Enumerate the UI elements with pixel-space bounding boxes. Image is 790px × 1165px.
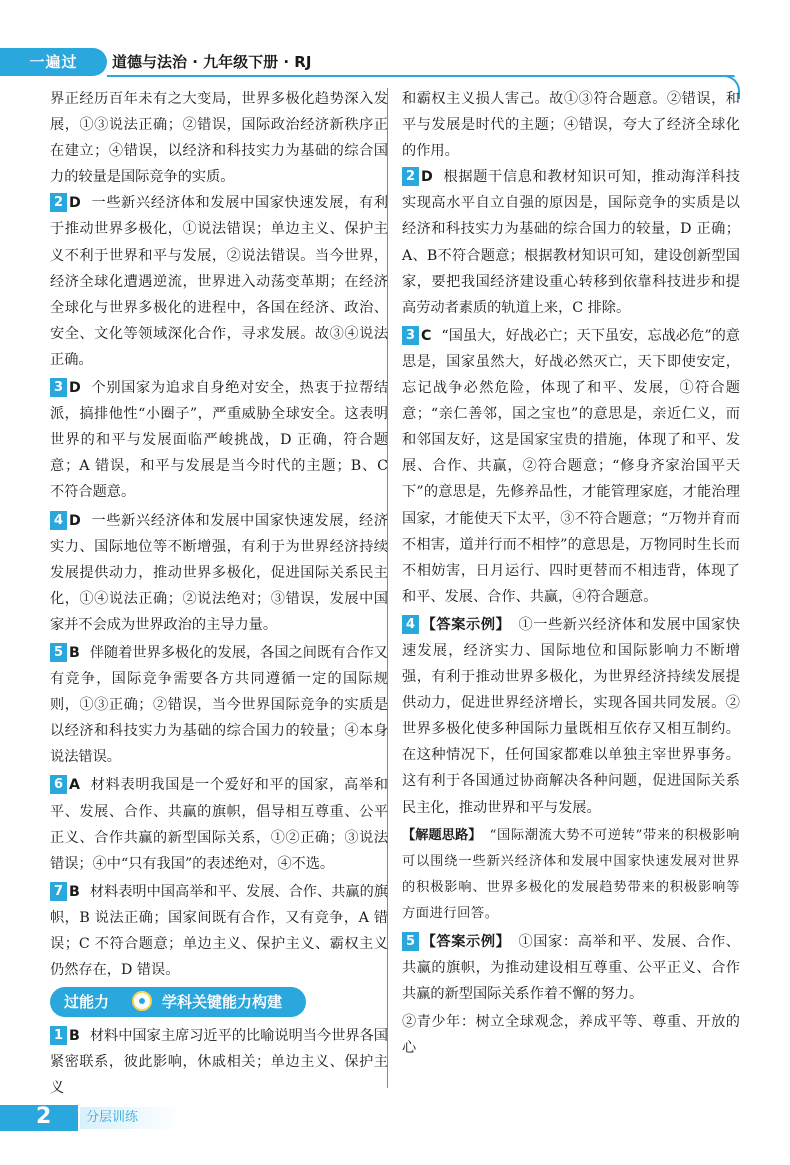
answer-item-3 <box>402 323 740 610</box>
answer-letter: B <box>69 644 80 661</box>
explanation-text: “国虽大，好战必亡；天下虽安，忘战必危”的意思是，国家虽然大，好战必然灭亡，天下即使安定，忘记战争必然危险，体现了和平、发展，①符合题意；“亲仁善邻，国之宝也”的意思是，亲近仁义，而和邻国友好，这是国家宝贵的措施，体现了和平、发展、合作、共赢，②符合题意；“修身齐家治国平天下”的意思是，先修养品性，才能管理家庭，才能治理国家，才能使天下太平，③不符合题意；“万物并育而不相害，道并行而不相悖”的意思是，万物同时生长而不相妨害，日月运行、四时更替而不相违背，体现了和平、发展、合作、共赢，④符合题意。 <box>402 327 740 605</box>
series-label: 分层训练 <box>80 1107 182 1129</box>
right-intro-text: 和霸权主义损人害己。故①③符合题意。②错误，和平与发展是时代的主题；④错误，夸大了经济全球化的作用。 <box>402 91 740 160</box>
left-intro-text: 界正经历百年未有之大变局，世界多极化趋势深入发展，①③说法正确；②错误，国际政治经济新秩序正在建立；④错误，以经济和科技实力为基础的综合国力的较量是国际竞争的实质。 <box>50 91 388 186</box>
section-title: 学科关键能力构建 <box>162 993 283 1012</box>
answer-item-4 <box>402 612 740 821</box>
answer-item-6 <box>50 772 388 876</box>
answer-letter: D <box>421 169 433 186</box>
explanation-text: 伴随着世界多极化的发展，各国之间既有合作又有竞争，国际竞争需要各方共同遵循一定的国际规则，①③正确；②错误，当今世界国际竞争的实质是以经济和科技实力为基础的综合国力的较量；④本身说法错误。 <box>50 644 388 766</box>
question-number: 2 <box>50 193 67 212</box>
hint-tag: 【解题思路】 <box>402 827 482 843</box>
explanation-text: 根据题干信息和教材知识可知，推动海洋科技实现高水平自立自强的原因是，国际竞争的实质是以经济和科技实力为基础的综合国力的较量，D 正确；A、B不符合题意；根据教材知识可知，建设创新型国家，要把我国经济建设重心转移到依靠科技进步和提高劳动者素质的轨道上来，C 排除。 <box>402 169 740 316</box>
explanation-text: 材料中国家主席习近平的比喻说明当今世界各国紧密联系，彼此影响，休戚相关；单边主义、保护主义 <box>50 1028 388 1097</box>
section-banner <box>50 987 306 1017</box>
answer-letter: D <box>69 195 81 212</box>
answer-letter: D <box>69 380 81 397</box>
question-number: 5 <box>50 643 67 662</box>
explanation-text: 个别国家为追求自身绝对安全，热衷于拉帮结派，搞排他性“小圈子”，严重威胁全球安全。这表明世界的和平与发展面临严峻挑战，D 正确，符合题意；A 错误，和平与发展是当今时代的主题；B、C 不符合题意。 <box>50 380 388 501</box>
answer-letter: C <box>421 327 432 344</box>
question-number: 4 <box>402 615 419 634</box>
answer-item-2 <box>50 190 388 373</box>
book-title: 道德与法治 · 九年级下册 · RJ <box>112 53 312 71</box>
answer-item-2 <box>402 164 740 321</box>
answer-item-4 <box>50 508 388 638</box>
answer-example-text: ①一些新兴经济体和发展中国家快速发展，经济实力、国际地位和国际影响力不断增强，有利于推动世界多极化，为世界经济持续发展提供动力，促进世界经济增长，实现各国共同发展。②世界多极化使多种国际力量既相互依存又相互制约。在这种情况下，任何国家都难以单独主宰世界事务。这有利于各国通过协商解决各种问题，促进国际关系民主化，推动世界和平与发展。 <box>402 616 740 816</box>
question-number: 4 <box>50 511 67 530</box>
page-footer <box>0 1105 790 1165</box>
explanation-text: 材料表明我国是一个爱好和平的国家，高举和平、发展、合作、共赢的旗帜，倡导相互尊重、公平正义、合作共赢的新型国际关系，①②正确；③说法错误；④中“只有我国”的表述绝对，④不选。 <box>50 777 388 872</box>
answer-item-1 <box>50 1023 388 1101</box>
solution-hint <box>402 823 740 927</box>
answer-item-5 <box>50 640 388 770</box>
answer-letter: B <box>69 883 80 900</box>
answer-letter: A <box>69 777 80 794</box>
question-number: 7 <box>50 882 67 901</box>
answer-item-5 <box>402 929 740 1007</box>
page-header <box>0 0 790 96</box>
header-rule <box>107 75 735 77</box>
explanation-text: 一些新兴经济体和发展中国家快速发展，经济实力、国际地位等不断增强，有利于为世界经济持续发展提供动力，推动世界多极化，促进国际关系民主化，①④说法正确；②说法绝对；③错误，发展中国家并不会成为世界政治的主导力量。 <box>50 512 388 633</box>
answer-item-3 <box>50 375 388 505</box>
brand-logo: 一遍过 <box>0 48 107 76</box>
question-number: 1 <box>50 1026 67 1045</box>
explanation-text: 材料表明中国高举和平、发展、合作、共赢的旗帜，B 说法正确；国家间既有合作，又有竞争，A 错误；C 不符合题意；单边主义、保护主义、霸权主义仍然存在，D 错误。 <box>50 883 388 979</box>
hint-text: “国际潮流大势不可逆转”带来的积极影响可以围绕一些新兴经济体和发展中国家快速发展对世界的积极影响、世界多极化的发展趋势带来的积极影响等方面进行回答。 <box>402 827 740 921</box>
answer-example-tag: 【答案示例】 <box>421 616 511 633</box>
question-number: 2 <box>402 167 419 186</box>
answer-example-text: ①国家：高举和平、发展、合作、共赢的旗帜，为推动建设相互尊重、公平正义、合作共赢的新型国际关系作着不懈的努力。 <box>402 934 740 1003</box>
left-column <box>50 86 388 1103</box>
section-label: 过能力 <box>64 993 110 1012</box>
answer-letter: D <box>69 512 81 529</box>
question-number: 5 <box>402 932 419 951</box>
answer-item-5-continued: ②青少年：树立全球观念，养成平等、尊重、开放的心 <box>402 1014 740 1057</box>
question-number: 3 <box>402 326 419 345</box>
answer-letter: B <box>69 1028 80 1045</box>
answer-item-7 <box>50 879 388 983</box>
question-number: 3 <box>50 378 67 397</box>
medal-icon <box>132 991 152 1011</box>
explanation-text: 一些新兴经济体和发展中国家快速发展，有利于推动世界多极化，①说法错误；单边主义、保护主义不利于世界和平与发展，②说法错误。当今世界，经济全球化遭遇逆流，世界进入动荡变革期；在经济全球化与世界多极化的进程中，各国在经济、政治、安全、文化等领域深化合作，寻求发展。故③④说法正确。 <box>50 195 388 368</box>
right-column <box>402 86 740 1061</box>
page-number: 2 <box>36 1104 52 1129</box>
question-number: 6 <box>50 775 67 794</box>
answer-example-tag: 【答案示例】 <box>421 934 511 950</box>
